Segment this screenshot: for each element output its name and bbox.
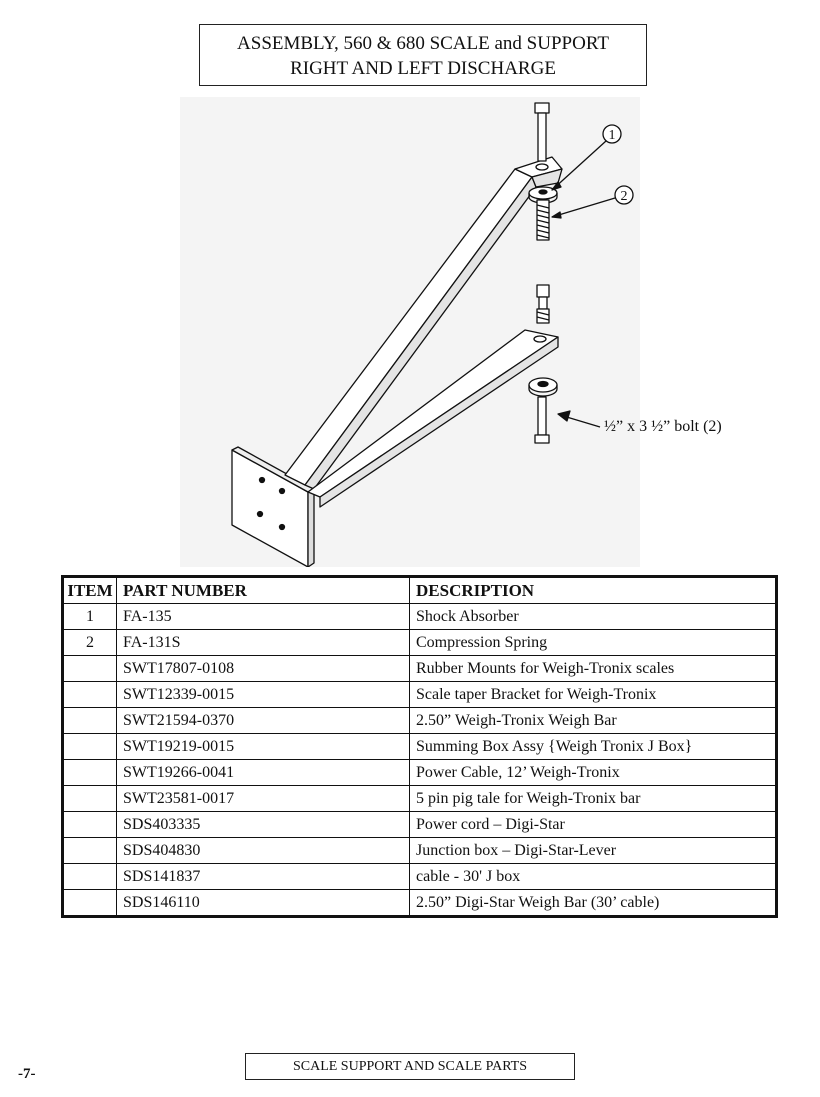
part-number: SWT23581-0017 xyxy=(117,786,410,812)
table-row xyxy=(63,604,777,630)
part-description: 2.50” Weigh-Tronix Weigh Bar xyxy=(410,708,777,734)
part-number: SDS146110 xyxy=(117,890,410,917)
part-number: SWT19266-0041 xyxy=(117,760,410,786)
table-row xyxy=(63,708,777,734)
table-row xyxy=(63,630,777,656)
document-title-box xyxy=(199,24,647,86)
part-number: SWT12339-0015 xyxy=(117,682,410,708)
part-number: SDS404830 xyxy=(117,838,410,864)
table-row xyxy=(63,734,777,760)
table-row xyxy=(63,786,777,812)
part-number: FA-135 xyxy=(117,604,410,630)
svg-text:2: 2 xyxy=(620,189,628,204)
item-number: 2 xyxy=(63,630,117,656)
part-description: 2.50” Digi-Star Weigh Bar (30’ cable) xyxy=(410,890,777,917)
part-description: Junction box – Digi-Star-Lever xyxy=(410,838,777,864)
item-number xyxy=(63,708,117,734)
column-header-part-number: PART NUMBER xyxy=(117,577,410,604)
column-header-description: DESCRIPTION xyxy=(410,577,777,604)
title-line-1: ASSEMBLY, 560 & 680 SCALE and SUPPORT xyxy=(237,33,609,54)
part-description: Scale taper Bracket for Weigh-Tronix xyxy=(410,682,777,708)
item-number xyxy=(63,838,117,864)
bolt-size-label: ½” x 3 ½” bolt (2) xyxy=(604,418,722,435)
section-label-box xyxy=(245,1053,575,1080)
part-description: Summing Box Assy {Weigh Tronix J Box} xyxy=(410,734,777,760)
part-description: 5 pin pig tale for Weigh-Tronix bar xyxy=(410,786,777,812)
part-number: FA-131S xyxy=(117,630,410,656)
item-number xyxy=(63,656,117,682)
item-number xyxy=(63,864,117,890)
part-number: SWT19219-0015 xyxy=(117,734,410,760)
assembly-drawing-svg xyxy=(180,97,640,567)
item-number: 1 xyxy=(63,604,117,630)
part-description: Compression Spring xyxy=(410,630,777,656)
part-description: Power cord – Digi-Star xyxy=(410,812,777,838)
table-row xyxy=(63,760,777,786)
item-number xyxy=(63,890,117,917)
table-row xyxy=(63,812,777,838)
part-description: Shock Absorber xyxy=(410,604,777,630)
parts-table xyxy=(61,575,778,918)
table-row xyxy=(63,838,777,864)
item-number xyxy=(63,760,117,786)
table-header-row xyxy=(63,577,777,604)
part-number: SDS403335 xyxy=(117,812,410,838)
compression-spring-lower xyxy=(537,285,549,323)
svg-text:1: 1 xyxy=(608,128,616,143)
item-number xyxy=(63,734,117,760)
part-description: cable - 30' J box xyxy=(410,864,777,890)
table-row xyxy=(63,656,777,682)
assembly-drawing xyxy=(180,97,640,567)
page-number: -7- xyxy=(18,1066,36,1082)
part-description: Power Cable, 12’ Weigh-Tronix xyxy=(410,760,777,786)
part-number: SWT21594-0370 xyxy=(117,708,410,734)
table-row xyxy=(63,890,777,917)
item-number xyxy=(63,682,117,708)
part-number: SDS141837 xyxy=(117,864,410,890)
column-header-item: ITEM xyxy=(63,577,117,604)
compression-spring-upper xyxy=(537,200,549,240)
part-description: Rubber Mounts for Weigh-Tronix scales xyxy=(410,656,777,682)
table-row xyxy=(63,864,777,890)
table-row xyxy=(63,682,777,708)
part-number: SWT17807-0108 xyxy=(117,656,410,682)
item-number xyxy=(63,786,117,812)
item-number xyxy=(63,812,117,838)
title-line-2: RIGHT AND LEFT DISCHARGE xyxy=(290,58,556,79)
section-label: SCALE SUPPORT AND SCALE PARTS xyxy=(292,1059,528,1074)
